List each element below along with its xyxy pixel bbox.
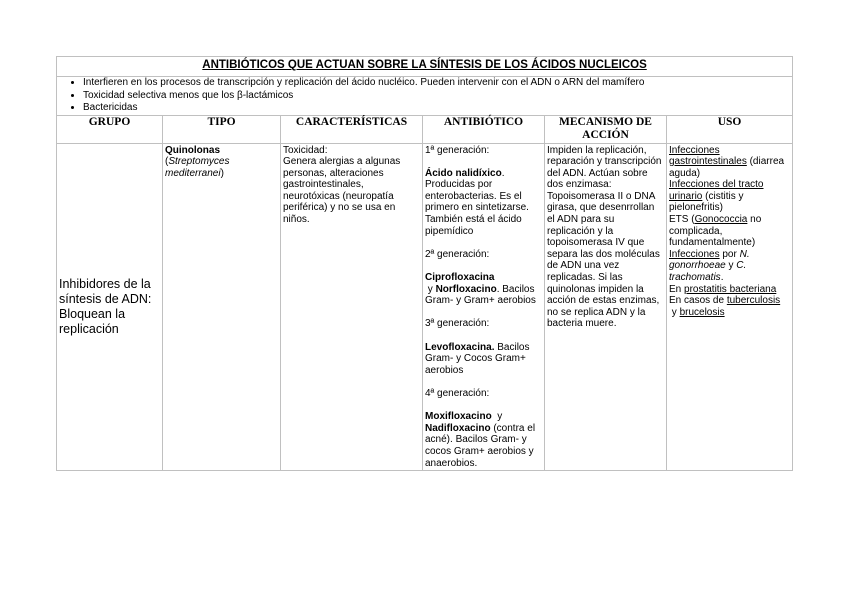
uso-tb-prefix: En casos de bbox=[669, 295, 727, 307]
document-page bbox=[56, 56, 792, 471]
header-mecanismo: MECANISMO DE ACCIÓN bbox=[545, 115, 667, 143]
intro-item: • Interfieren en los procesos de transcripción y replicación del ácido nucléico. Pueden intervenir con el ADN o ARN del mamífero bbox=[83, 77, 790, 90]
uso-gastro bbox=[669, 145, 790, 180]
gen1-drug: Ácido nalidíxico bbox=[425, 167, 502, 179]
gen2-entry bbox=[425, 272, 542, 307]
uso-prostatitis-term: prostatitis bacteriana bbox=[684, 283, 777, 295]
gen2-drug-b: Norfloxacino bbox=[435, 283, 497, 295]
uso-infecciones-and: y bbox=[725, 260, 737, 272]
uso-infecciones-ctrach: C. trachomatis bbox=[669, 260, 747, 284]
gen2-and: y bbox=[425, 283, 436, 295]
gen3-entry bbox=[425, 342, 542, 377]
antibiotics-table bbox=[56, 56, 793, 471]
gen4-label: 4ª generación: bbox=[425, 387, 490, 399]
tipo-origin: Streptomyces mediterranei bbox=[165, 156, 230, 179]
uso-ets-term: Gonococcia bbox=[694, 214, 748, 226]
gen2-text: . Bacilos Gram- y Gram+ aerobios bbox=[425, 283, 536, 307]
header-caracteristicas: CARACTERÍSTICAS bbox=[281, 115, 423, 143]
header-antibiotico: ANTIBIÓTICO bbox=[423, 115, 545, 143]
gen3-drug: Levofloxacina. bbox=[425, 341, 495, 353]
uso-tb-and: y bbox=[669, 306, 680, 318]
uso-tb-term: tuberculosis bbox=[726, 295, 781, 307]
uso-infecciones-title: Infecciones bbox=[669, 248, 720, 260]
uso-ets-prefix: ETS ( bbox=[669, 214, 695, 226]
tipo-name: Quinolonas bbox=[165, 144, 220, 156]
uso-brucelosis-term: brucelosis bbox=[679, 306, 725, 318]
gen2-label: 2ª generación: bbox=[425, 248, 490, 260]
gen4-drug-b: Nadifloxacino bbox=[425, 422, 491, 434]
intro-item: • Toxicidad selectiva menos que los β-lactámicos bbox=[83, 90, 790, 103]
intro-item: • Bactericidas bbox=[83, 102, 790, 115]
table-title: ANTIBIÓTICOS QUE ACTUAN SOBRE LA SÍNTESIS DE LOS ÁCIDOS NUCLEICOS bbox=[57, 57, 793, 77]
gen4-and: y bbox=[491, 411, 506, 423]
gen1-text: Producidas por enterobacterias. Es el primero en sintetizarse. También está el ácido pipemídico bbox=[425, 179, 529, 237]
uso-prostatitis bbox=[669, 284, 790, 296]
uso-ets bbox=[669, 214, 790, 249]
mecanismo-cell: Impiden la replicación, reparación y transcripción del ADN. Actúan sobre dos enzimasa: Topoisomerasa II o DNA girasa, que desenrrollan el ADN para su replicación y la topoisomerasa IV que separa las dos moléculas de ADN una vez replicadas. Si las quinolonas impiden la acción de estas enzimas, no se replica ADN y la bacteria muere. bbox=[545, 143, 667, 471]
gen4-drug-a: Moxifloxacino bbox=[425, 411, 492, 423]
gen2-drug-a: Ciprofloxacina bbox=[425, 272, 495, 284]
gen4-entry bbox=[425, 411, 542, 469]
uso-urinario bbox=[669, 179, 790, 214]
uso-infecciones-dot: . bbox=[720, 272, 724, 284]
uso-infecciones-ngon: N. gonorrhoeae bbox=[669, 248, 750, 272]
header-uso: USO bbox=[667, 115, 793, 143]
intro-list bbox=[57, 77, 790, 115]
caracteristicas-cell: Toxicidad: Genera alergias a algunas personas, alteraciones gastrointestinales, neurotóxicas (neuropatía periférica) y no se usa en niños. bbox=[281, 143, 423, 471]
grupo-cell: Inhibidores de la síntesis de ADN: Bloquean la replicación bbox=[57, 143, 163, 471]
uso-gastro-title: Infecciones gastrointestinales bbox=[669, 144, 747, 168]
header-tipo: TIPO bbox=[163, 115, 281, 143]
uso-gastro-detail: (diarrea aguda) bbox=[669, 156, 785, 179]
antibiotico-cell bbox=[423, 143, 545, 471]
gen3-label: 3ª generación: bbox=[425, 318, 490, 330]
gen1-label: 1ª generación: bbox=[425, 144, 490, 156]
tipo-cell bbox=[163, 143, 281, 471]
tipo-close-paren: ) bbox=[220, 167, 224, 179]
gen3-text: Bacilos Gram- y Cocos Gram+ aerobios bbox=[425, 341, 530, 376]
uso-cell bbox=[667, 143, 793, 471]
header-row bbox=[57, 115, 793, 143]
uso-tb bbox=[669, 295, 790, 318]
uso-ets-detail: no complicada, fundamentalmente) bbox=[669, 214, 762, 249]
tipo-open-paren: ( bbox=[165, 156, 169, 168]
intro-cell bbox=[57, 77, 793, 116]
gen1-entry bbox=[425, 168, 542, 238]
uso-infecciones bbox=[669, 249, 790, 284]
uso-urinario-title: Infecciones del tracto urinario bbox=[669, 179, 764, 202]
gen1-dot: . bbox=[501, 167, 505, 179]
table-row bbox=[57, 143, 793, 471]
header-grupo: GRUPO bbox=[57, 115, 163, 143]
uso-urinario-detail: (cistitis y pielonefritis) bbox=[669, 190, 744, 214]
gen4-text: (contra el acné). Bacilos Gram- y cocos Gram+ aerobios y anaerobios. bbox=[425, 422, 536, 469]
uso-infecciones-por: por bbox=[719, 248, 740, 260]
uso-prostatitis-prefix: En bbox=[669, 283, 685, 295]
